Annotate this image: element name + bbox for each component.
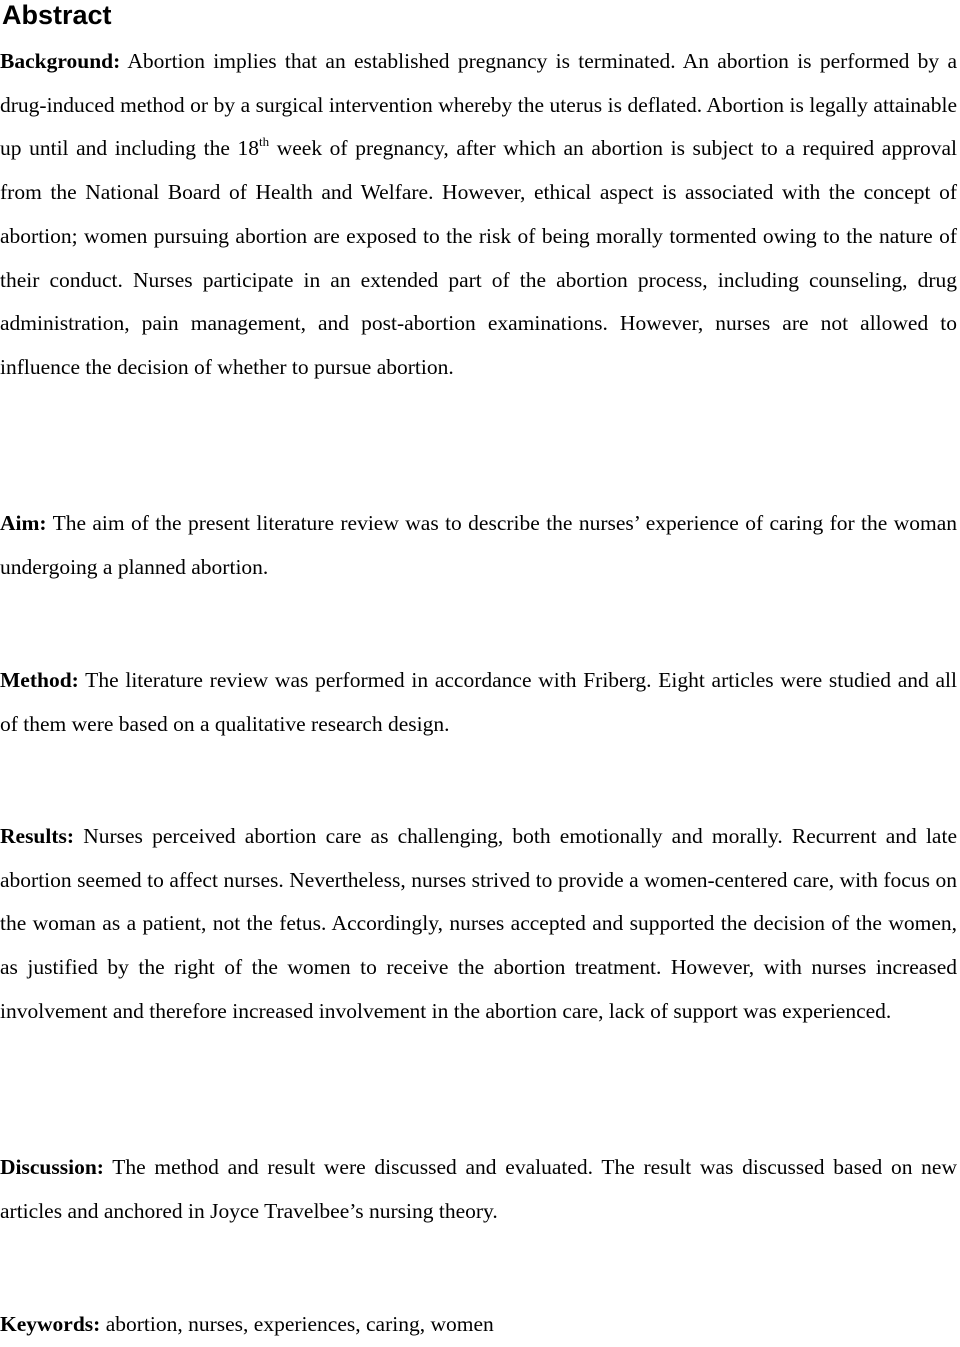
- abstract-heading: Abstract: [2, 0, 112, 30]
- background-paragraph: [0, 40, 957, 390]
- aim-paragraph: [0, 502, 957, 589]
- background-label: Background:: [0, 49, 121, 73]
- method-paragraph: [0, 659, 957, 746]
- aim-label: Aim:: [0, 511, 47, 535]
- keywords-paragraph: [0, 1303, 957, 1347]
- results-label: Results:: [0, 824, 75, 848]
- discussion-paragraph: [0, 1146, 957, 1233]
- method-label: Method:: [0, 668, 79, 692]
- keywords-text: abortion, nurses, experiences, caring, women: [100, 1312, 494, 1336]
- keywords-label: Keywords:: [0, 1312, 101, 1336]
- discussion-text: The method and result were discussed and evaluated. The result was discussed based on new articles and anchored in Joyce Travelbee’s nursing theory.: [0, 1155, 957, 1223]
- discussion-label: Discussion:: [0, 1155, 104, 1179]
- background-text-part-2: week of pregnancy, after which an abortion is subject to a required approval from the National Board of Health and Welfare. However, ethical aspect is associated with the concept of abortion; women pursuing abortion are exposed to the risk of being morally tormented owing to the nature of their conduct. Nurses participate in an extended part of the abortion process, including counseling, drug administration, pain management, and post-abortion examinations. However, nurses are not allowed to influence the decision of whether to pursue abortion.: [0, 136, 957, 379]
- method-text: The literature review was performed in accordance with Friberg. Eight articles were studied and all of them were based on a qualitative research design.: [0, 668, 957, 736]
- ordinal-superscript: th: [258, 134, 270, 150]
- results-paragraph: [0, 815, 957, 1034]
- results-text: Nurses perceived abortion care as challenging, both emotionally and morally. Recurrent and late abortion seemed to affect nurses. Nevertheless, nurses strived to provide a women-centered care, with focus on the woman as a patient, not the fetus. Accordingly, nurses accepted and supported the decision of the women, as justified by the right of the women to receive the abortion treatment. However, with nurses increased involvement and therefore increased involvement in the abortion care, lack of support was experienced.: [0, 824, 957, 1023]
- aim-text: The aim of the present literature review was to describe the nurses’ experience of caring for the woman undergoing a planned abortion.: [0, 511, 957, 579]
- background-text-part-1: Abortion implies that an established pregnancy is terminated. An abortion is performed by a drug-induced method or by a surgical intervention whereby the uterus is deflated. Abortion is legally attainable up until and including the 18: [0, 49, 957, 161]
